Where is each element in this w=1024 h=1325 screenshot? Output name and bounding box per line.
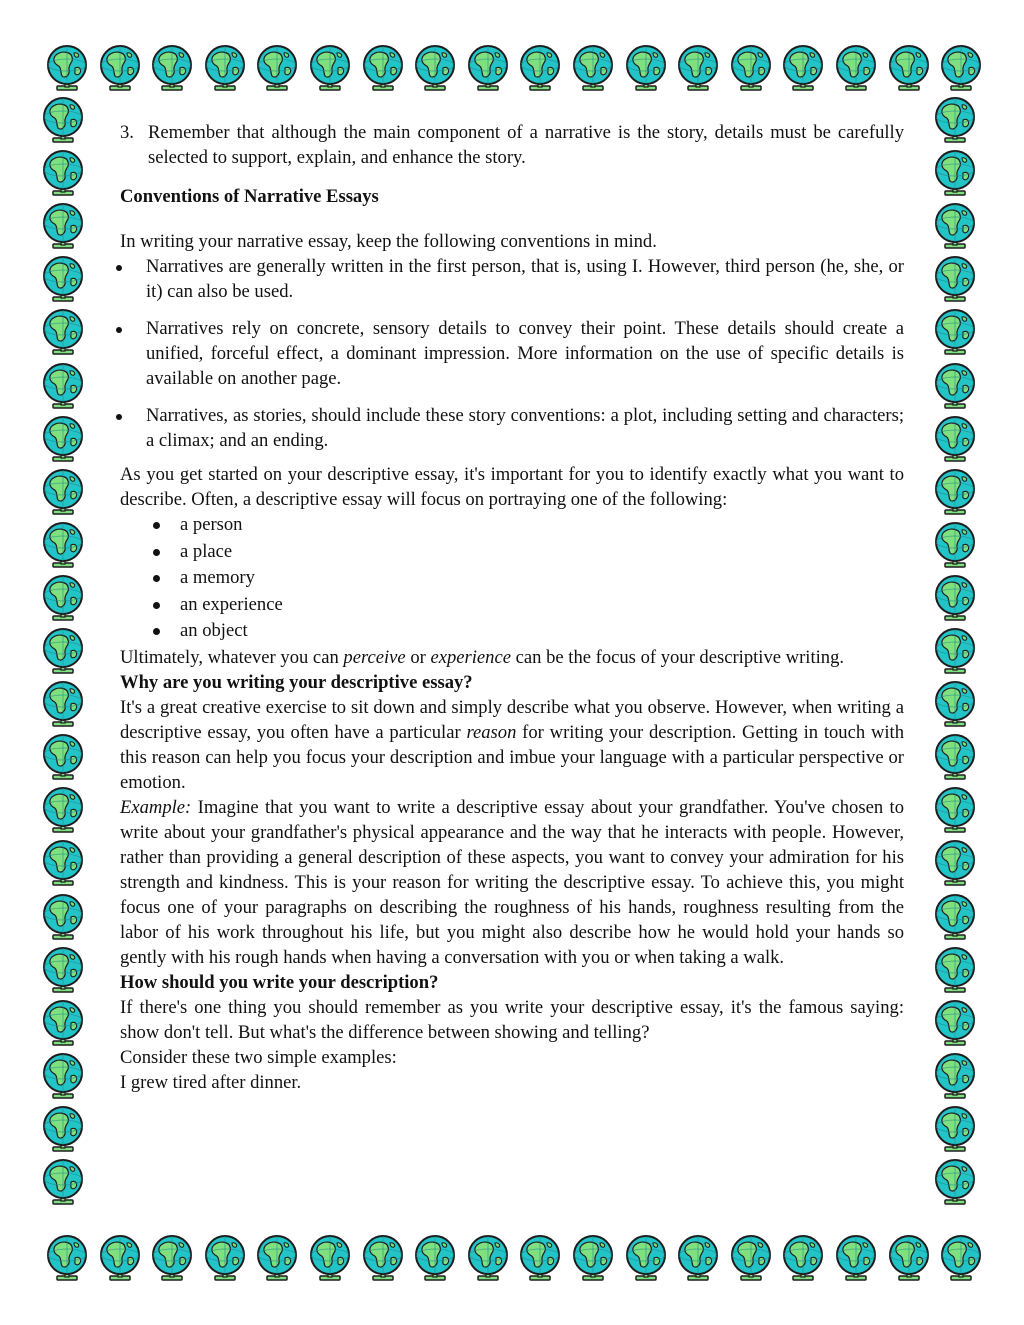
- why-paragraph: It's a great creative exercise to sit down and simply describe what you observe. However, when writing a descriptive essay, you often have a particular reason for writing your description. Getting in touch with this reason can help you focus your description and imbue your language with a particular perspective or emotion.: [120, 696, 904, 793]
- globe-icon: [307, 1234, 353, 1282]
- globe-icon: [886, 44, 932, 92]
- globe-icon: [932, 839, 978, 887]
- list-item: Narratives are generally written in the first person, that is, using I. However, third person (he, she, or it) can also be used.: [120, 254, 904, 304]
- globe-icon: [675, 44, 721, 92]
- list-item: a place: [180, 539, 904, 566]
- globe-icon: [932, 362, 978, 410]
- list-item: a person: [180, 512, 904, 539]
- globe-icon: [932, 627, 978, 675]
- globe-icon: [932, 308, 978, 356]
- list-item: Narratives rely on concrete, sensory details to convey their point. These details should create a unified, forceful effect, a dominant impression. More information on the use of specific details is available on another page.: [120, 316, 904, 391]
- globe-icon: [149, 1234, 195, 1282]
- globe-icon: [360, 44, 406, 92]
- globe-icon: [307, 44, 353, 92]
- globe-icon: [938, 1234, 984, 1282]
- globe-icon: [254, 44, 300, 92]
- globe-icon: [932, 255, 978, 303]
- globe-icon: [202, 1234, 248, 1282]
- globe-icon: [932, 415, 978, 463]
- globe-icon: [149, 44, 195, 92]
- globe-border-top: [0, 44, 1024, 102]
- example-paragraph: Example: Imagine that you want to write a descriptive essay about your grandfather. You've chosen to write about your grandfather's physical appearance and the way that he interacts with people. However, rather than providing a general description of these aspects, you want to convey your admiration for his strength and kindness. This is your reason for writing the descriptive essay. To achieve this, you might focus one of your paragraphs on describing the roughness of his hands, roughness resulting from the labor of his work throughout his life, but you might also describe how he would hold your hands so gently with his rough hands when having a conversation with you or when taking a walk.: [120, 796, 904, 968]
- globe-icon: [728, 1234, 774, 1282]
- globe-icon: [932, 786, 978, 834]
- globe-icon: [517, 44, 563, 92]
- globe-icon: [932, 202, 978, 250]
- globe-icon: [932, 521, 978, 569]
- globe-icon: [833, 1234, 879, 1282]
- globe-icon: [932, 149, 978, 197]
- globe-icon: [833, 44, 879, 92]
- globe-icon: [932, 1052, 978, 1100]
- emphasis-perceive: perceive: [343, 646, 406, 668]
- list-item: an object: [180, 618, 904, 645]
- globe-border-bottom: [0, 1234, 1024, 1292]
- heading-how: How should you write your description?: [120, 971, 439, 993]
- globe-icon: [623, 1234, 669, 1282]
- example-sentence: I grew tired after dinner.: [120, 1071, 302, 1093]
- globe-icon: [570, 44, 616, 92]
- globe-border-right: [0, 0, 58, 1325]
- globe-icon: [932, 680, 978, 728]
- globe-icon: [623, 44, 669, 92]
- numbered-item-3: [120, 120, 904, 170]
- globe-icon: [202, 44, 248, 92]
- consider-line: Consider these two simple examples:: [120, 1046, 397, 1068]
- globe-icon: [412, 1234, 458, 1282]
- globe-icon: [886, 1234, 932, 1282]
- globe-icon: [932, 1105, 978, 1153]
- globe-icon: [932, 1158, 978, 1206]
- globe-icon: [932, 946, 978, 994]
- globe-icon: [932, 468, 978, 516]
- globe-icon: [97, 44, 143, 92]
- conventions-intro: In writing your narrative essay, keep the following conventions in mind.: [120, 231, 657, 252]
- globe-icon: [728, 44, 774, 92]
- globe-icon: [932, 96, 978, 144]
- item-number: 3.: [120, 122, 134, 143]
- globe-icon: [254, 1234, 300, 1282]
- globe-icon: [517, 1234, 563, 1282]
- globe-icon: [97, 1234, 143, 1282]
- globe-icon: [465, 44, 511, 92]
- globe-icon: [412, 44, 458, 92]
- section-title: Conventions of Narrative Essays: [120, 186, 379, 207]
- emphasis-reason: reason: [466, 721, 517, 743]
- example-label: Example:: [120, 796, 192, 818]
- document-body: [120, 120, 904, 1095]
- heading-why: Why are you writing your descriptive essay?: [120, 671, 473, 693]
- how-paragraph: If there's one thing you should remember as you write your descriptive essay, it's the famous saying: show don't tell. But what's the difference between showing and telling?: [120, 996, 904, 1043]
- globe-icon: [932, 733, 978, 781]
- globe-icon: [465, 1234, 511, 1282]
- ultimately-paragraph: Ultimately, whatever you can perceive or experience can be the focus of your descriptive writing.: [120, 646, 845, 668]
- globe-icon: [932, 574, 978, 622]
- emphasis-experience: experience: [430, 646, 511, 668]
- globe-icon: [675, 1234, 721, 1282]
- globe-icon: [360, 1234, 406, 1282]
- list-item: Narratives, as stories, should include these story conventions: a plot, including setting and characters; a climax; and an ending.: [120, 403, 904, 453]
- item-text: Remember that although the main component of a narrative is the story, details must be carefully selected to support, explain, and enhance the story.: [148, 122, 904, 168]
- globe-icon: [570, 1234, 616, 1282]
- globe-icon: [938, 44, 984, 92]
- list-item: a memory: [180, 565, 904, 592]
- conventions-list: [120, 254, 904, 453]
- globe-icon: [780, 44, 826, 92]
- globe-icon: [932, 893, 978, 941]
- list-item: an experience: [180, 592, 904, 619]
- globe-icon: [932, 999, 978, 1047]
- focus-list: [120, 512, 904, 645]
- descriptive-intro: As you get started on your descriptive essay, it's important for you to identify exactly what you want to describe. Often, a descriptive essay will focus on portraying one of the following:: [120, 464, 904, 510]
- globe-icon: [780, 1234, 826, 1282]
